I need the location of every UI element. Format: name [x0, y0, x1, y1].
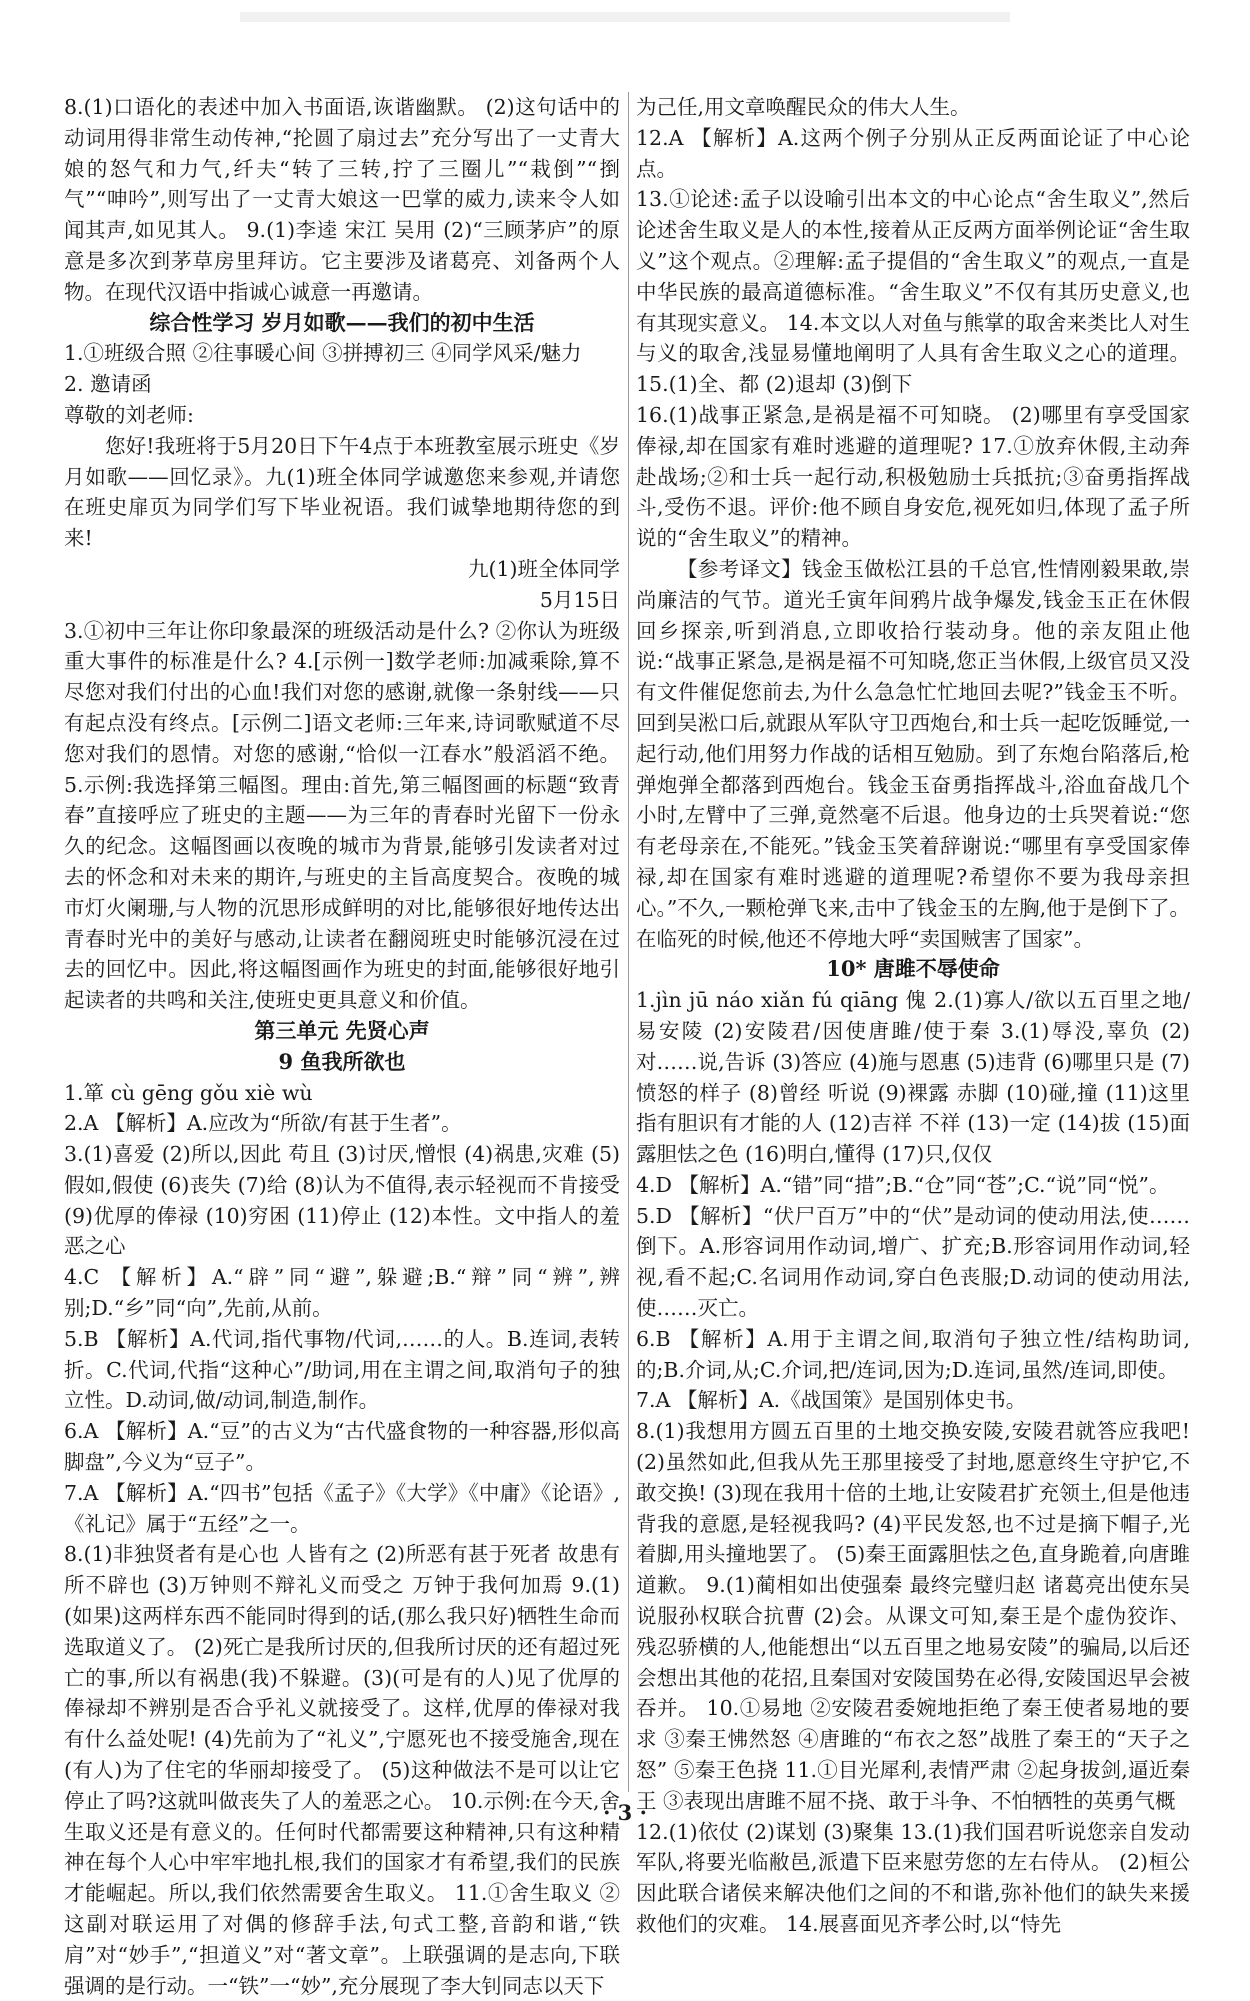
- answer-paragraph: 您好!我班将于5月20日下午4点于本班教室展示班史《岁月如歌——回忆录》。九(1)班全体同学诚邀您来参观,并请您在班史扉页为同学们写下毕业祝语。我们诚挚地期待您的到来!: [64, 433, 620, 551]
- answer-paragraph: 12.A 【解析】A.这两个例子分别从正反两面论证了中心论点。: [636, 125, 1190, 181]
- answer-paragraph: 4.C 【解析】A.“辟”同“避”,躲避;B.“辩”同“辨”,辨别;D.“乡”同“向”,先前,从前。: [64, 1265, 620, 1321]
- answer-paragraph: 3.(1)喜爱 (2)所以,因此 苟且 (3)讨厌,憎恨 (4)祸患,灾难 (5)假如,假使 (6)丧失 (7)给 (8)认为不值得,表示轻视而不肯接受 (9)优厚的俸禄 (10)穷困 (11)停止 (12)本性。文中指人的羞恶之心: [64, 1142, 620, 1259]
- answer-paragraph: 【参考译文】钱金玉做松江县的千总官,性情刚毅果敢,崇尚廉洁的气节。道光壬寅年间鸦片战争爆发,钱金玉正在休假回乡探亲,听到消息,立即收拾行装动身。他的亲友阻止他说:“战事正紧急,是祸是福不可知晓,您正当休假,上级官员又没有文件催促您前去,为什么急急忙忙地回去呢?”钱金玉不听。回到吴淞口后,就跟从军队守卫西炮台,和士兵一起吃饭睡觉,一起行动,他们用努力作战的话相互勉励。到了东炮台陷落后,枪弹炮弹全都落到西炮台。钱金玉奋勇指挥战斗,浴血奋战几个小时,左臂中了三弹,竟然毫不后退。他身边的士兵哭着说:“您有老母亲在,不能死。”钱金玉笑着辞谢说:“哪里有享受国家俸禄,却在国家有难时逃避的道理呢?希望你不要为我母亲担心。”不久,一颗枪弹飞来,击中了钱金玉的左胸,他于是倒下了。在临死的时候,他还不停地大呼“卖国贼害了国家”。: [636, 556, 1190, 951]
- answer-paragraph: 6.A 【解析】A.“豆”的古义为“古代盛食物的一种容器,形似高脚盘”,今义为“豆子”。: [64, 1419, 620, 1475]
- section-heading: 10* 唐雎不辱使命: [826, 956, 1000, 982]
- answer-paragraph: 8.(1)非独贤者有是心也 人皆有之 (2)所恶有甚于死者 故患有所不辟也 (3)万钟则不辩礼义而受之 万钟于我何加焉 9.(1)(如果)这两样东西不能同时得到的话,(那么我只好)牺牲生命而选取道义了。 (2)死亡是我所讨厌的,但我所讨厌的还有超过死亡的事,所以有祸患(我)不躲避。(3)(可是有的人)见了优厚的俸禄却不辨别是否合乎礼义就接受了。这样,优厚的俸禄对我有什么益处呢! (4)先前为了“礼义”,宁愿死也不接受施舍,现在(有人)为了住宅的华丽却接受了。 (5)这种做法不是可以让它停止了吗?这就叫做丧失了人的羞恶之心。 10.示例:在今天,舍生取义还是有意义的。任何时代都需要这种精神,只有这种精神在每个人心中牢牢地扎根,我们的国家才有希望,我们的民族才能崛起。所以,我们依然需要舍生取义。 11.①舍生取义 ②这副对联运用了对偶的修辞手法,句式工整,音韵和谐,“铁肩”对“妙手”,“担道义”对“著文章”。上联强调的是志向,下联强调的是行动。一“铁”一“妙”,充分展现了李大钊同志以天下: [64, 1542, 620, 1998]
- header-strip: [240, 12, 1010, 22]
- section-heading: 9 鱼我所欲也: [278, 1048, 406, 1074]
- answer-paragraph: 1.jìn jū náo xiǎn fú qiāng 傀 2.(1)寡人/欲以五百里之地/易安陵 (2)安陵君/因使唐雎/使于秦 3.(1)辱没,辜负 (2)对……说,告诉 (3)答应 (4)施与恩惠 (5)违背 (6)哪里只是 (7)愤怒的样子 (8)曾经 听说 (9)裸露 赤脚 (10)碰,撞 (11)这里指有胆识有才能的人 (12)吉祥 不祥 (13)一定 (14)拔 (15)面露胆怯之色 (16)明白,懂得 (17)只,仅仅: [636, 988, 1190, 1167]
- answer-paragraph: 7.A 【解析】A.《战国策》是国别体史书。: [636, 1388, 1027, 1413]
- section-heading: 综合性学习 岁月如歌——我们的初中生活: [149, 309, 535, 335]
- answer-paragraph: 12.(1)依仗 (2)谋划 (3)聚集 13.(1)我们国君听说您亲自发动军队,将要光临敝邑,派遣下臣来慰劳您的左右侍从。 (2)桓公因此联合诸侯来解决他们之间的不和谐,弥补他们的缺失来援救他们的灾难。 14.展喜面见齐孝公时,以“恃先: [636, 1819, 1190, 1937]
- answer-paragraph: 6.B 【解析】A.用于主谓之间,取消句子独立性/结构助词,的;B.介词,从;C.介词,把/连词,因为;D.连词,虽然/连词,即使。: [636, 1326, 1190, 1382]
- answer-paragraph: 为己任,用文章唤醒民众的伟大人生。: [636, 95, 971, 119]
- column-divider: [628, 92, 629, 1792]
- answer-paragraph: 13.①论述:孟子以设喻引出本文的中心论点“舍生取义”,然后论述舍生取义是人的本性,接着从正反两方面举例论证“舍生取义”这个观点。②理解:孟子提倡的“舍生取义”的观点,一直是中华民族的最高道德标准。“舍生取义”不仅有其历史意义,也有其现实意义。 14.本文以人对鱼与熊掌的取舍来类比人对生与义的取舍,浅显易懂地阐明了人具有舍生取义之心的道理。 15.(1)全、都 (2)退却 (3)倒下: [636, 187, 1190, 397]
- answer-paragraph: 1.箪 cù gēng gǒu xiè wù: [64, 1080, 313, 1105]
- answer-paragraph: 2. 邀请函: [64, 372, 152, 397]
- answer-paragraph: 7.A 【解析】A.“四书”包括《孟子》《大学》《中庸》《论语》,《礼记》属于“五经”之一。: [64, 1480, 620, 1536]
- right-column: [636, 92, 1190, 1937]
- section-heading: 第三单元 先贤心声: [254, 1017, 430, 1043]
- answer-paragraph: 5.D 【解析】“伏尸百万”中的“伏”是动词的使动用法,使……倒下。A.形容词用作动词,增广、扩充;B.形容词用作动词,轻视,看不起;C.名词用作动词,穿白色丧服;D.动词的使动用法,使……灭亡。: [636, 1203, 1190, 1321]
- answer-paragraph: 尊敬的刘老师:: [64, 402, 194, 427]
- answer-paragraph: 4.D 【解析】A.“错”同“措”;B.“仓”同“苍”;C.“说”同“悦”。: [636, 1172, 1170, 1197]
- answer-paragraph: 1.①班级合照 ②往事暖心间 ③拼搏初三 ④同学风采/魅力: [64, 341, 582, 366]
- page-number: · 3 ·: [603, 1800, 647, 1825]
- answer-paragraph: 8.(1)口语化的表述中加入书面语,诙谐幽默。 (2)这句话中的动词用得非常生动传神,“抡圆了扇过去”充分写出了一丈青大娘的怒气和力气,纤夫“转了三转,拧了三圈儿”“栽倒”“捯气”“呻吟”,则写出了一丈青大娘这一巴掌的威力,读来令人如闻其声,如见其人。 9.(1)李逵 宋江 吴用 (2)“三顾茅庐”的原意是多次到茅草房里拜访。它主要涉及诸葛亮、刘备两个人物。在现代汉语中指诚心诚意一再邀请。: [64, 95, 620, 304]
- answer-paragraph: 8.(1)我想用方圆五百里的土地交换安陵,安陵君就答应我吧! (2)虽然如此,但我从先王那里接受了封地,愿意终生守护它,不敢交换! (3)现在我用十倍的土地,让安陵君扩充领土,但是他违背我的意愿,是轻视我吗? (4)平民发怒,也不过是摘下帽子,光着脚,用头撞地罢了。 (5)秦王面露胆怯之色,直身跪着,向唐雎道歉。 9.(1)蔺相如出使强秦 最终完璧归赵 诸葛亮出使东吴 说服孙权联合抗曹 (2)会。从课文可知,秦王是个虚伪狡诈、残忍骄横的人,他能想出“以五百里之地易安陵”的骗局,以后还会想出其他的花招,且秦国对安陵国势在必得,安陵国迟早会被吞并。 10.①易地 ②安陵君委婉地拒绝了秦王使者易地的要求 ③秦王怫然怒 ④唐雎的“布衣之怒”战胜了秦王的“天子之怒” ⑤秦王色挠 11.①目光犀利,表情严肃 ②起身拔剑,逼近秦王 ③表现出唐雎不屈不挠、敢于斗争、不怕牺牲的英勇气概: [636, 1419, 1190, 1813]
- left-column: [64, 92, 620, 1998]
- answer-paragraph: 2.A 【解析】A.应改为“所欲/有甚于生者”。: [64, 1111, 462, 1136]
- answer-paragraph: 16.(1)战事正紧急,是祸是福不可知晓。 (2)哪里有享受国家俸禄,却在国家有难时逃避的道理呢? 17.①放弃休假,主动奔赴战场;②和士兵一起行动,积极勉励士兵抵抗;③奋勇指挥战斗,受伤不退。评价:他不顾自身安危,视死如归,体现了孟子所说的“舍生取义”的精神。: [636, 402, 1190, 551]
- answer-paragraph: 5月15日: [539, 587, 620, 612]
- answer-paragraph: 5.B 【解析】A.代词,指代事物/代词,……的人。B.连词,表转折。C.代词,代指“这种心”/助词,用在主谓之间,取消句子的独立性。D.动词,做/动词,制造,制作。: [64, 1326, 620, 1413]
- answer-paragraph: 3.①初中三年让你印象最深的班级活动是什么? ②你认为班级重大事件的标准是什么? 4.[示例一]数学老师:加减乘除,算不尽您对我们付出的心血!我们对您的感谢,就像一条射线——只有起点没有终点。[示例二]语文老师:三年来,诗词歌赋道不尽您对我们的恩情。对您的感谢,“恰似一江春水”般滔滔不绝。 5.示例:我选择第三幅图。理由:首先,第三幅图画的标题“致青春”直接呼应了班史的主题——为三年的青春时光留下一份永久的纪念。这幅图画以夜晚的城市为背景,能够引发读者对过去的怀念和对未来的期许,与班史的主旨高度契合。夜晚的城市灯火阑珊,与人物的沉思形成鲜明的对比,能够很好地传达出青春时光中的美好与感动,让读者在翻阅班史时能够沉浸在过去的回忆中。因此,将这幅图画作为班史的封面,能够很好地引起读者的共鸣和关注,使班史更具意义和价值。: [64, 618, 620, 1013]
- answer-paragraph: 九(1)班全体同学: [467, 556, 620, 581]
